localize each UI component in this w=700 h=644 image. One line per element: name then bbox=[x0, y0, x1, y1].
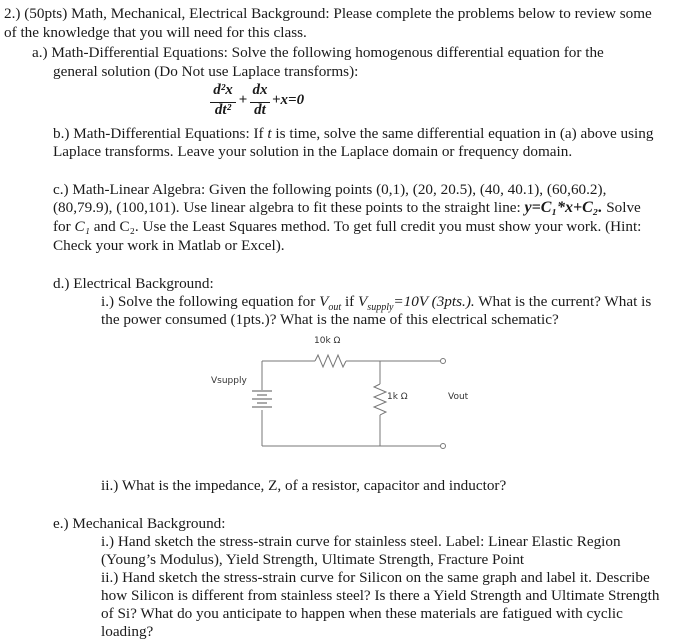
eq-denominator-dt: dt bbox=[254, 102, 266, 118]
part-b-line2: Laplace transforms. Leave your solution in the Laplace domain or frequency domain. bbox=[53, 143, 573, 160]
part-c-line3: for C₁ and C₂. Use the Least Squares method. To get full credit you must show your work. (Hint: bbox=[53, 218, 642, 235]
resistor-10k-label: 10k Ω bbox=[314, 336, 341, 346]
eq-plus: + bbox=[238, 92, 248, 108]
top-terminal-icon bbox=[441, 359, 446, 364]
part-a-line2: general solution (Do Not use Laplace transforms): bbox=[53, 63, 359, 80]
part-e-ii-line3: of Si? What do you anticipate to happen when these materials are fatigued with cyclic bbox=[101, 605, 623, 622]
vout-label: Vout bbox=[448, 392, 469, 402]
resistor-1k-label: 1k Ω bbox=[387, 392, 408, 402]
part-e-heading: e.) Mechanical Background: bbox=[53, 515, 226, 532]
problem-header-line1: 2.) (50pts) Math, Mechanical, Electrical Background: Please complete the problems below to review some bbox=[4, 5, 652, 22]
part-c-line1: c.) Math-Linear Algebra: Given the following points (0,1), (20, 20.5), (40, 40.1), (60,60.2), bbox=[53, 181, 607, 198]
eq-denominator-dt2: dt² bbox=[214, 102, 232, 118]
eq-tail: +x=0 bbox=[272, 92, 305, 108]
part-e-ii-line2: how Silicon is different from stainless steel? Is there a Yield Strength and Ultimate Strength bbox=[101, 587, 660, 604]
part-d-ii: ii.) What is the impedance, Z, of a resistor, capacitor and inductor? bbox=[101, 477, 507, 494]
part-e-i-line1: i.) Hand sketch the stress-strain curve for stainless steel. Label: Linear Elastic Region bbox=[101, 533, 621, 550]
part-e-ii-line1: ii.) Hand sketch the stress-strain curve for Silicon on the same graph and label it. Describe bbox=[101, 569, 650, 586]
part-d-i-line1: i.) Solve the following equation for $V_{out}$ if $V_{supply}=10V$ (3pts.). What is the current? What is bbox=[101, 293, 652, 314]
part-c-line4: Check your work in Matlab or Excel). bbox=[53, 237, 285, 254]
part-e-i-line2: (Young’s Modulus), Yield Strength, Ultimate Strength, Fracture Point bbox=[101, 551, 525, 568]
resistor-10k-icon bbox=[315, 355, 346, 367]
bottom-terminal-icon bbox=[441, 444, 446, 449]
problem-header-line2: of the knowledge that you will need for this class. bbox=[4, 24, 307, 41]
part-c-line2: (80,79.9), (100,101). Use linear algebra to fit these points to the straight line: y=C₁*x+C₂. Solve bbox=[53, 199, 641, 216]
part-b-line1: b.) Math-Differential Equations: If t is time, solve the same differential equation in (a) above using bbox=[53, 125, 654, 142]
vsupply-label: Vsupply bbox=[211, 376, 247, 386]
part-e-ii-line4: loading? bbox=[101, 623, 154, 640]
part-a-line1: a.) Math-Differential Equations: Solve the following homogenous differential equation for the bbox=[32, 44, 604, 61]
eq-numerator-d2x: d²x bbox=[213, 82, 233, 98]
eq-numerator-dx: dx bbox=[252, 82, 268, 98]
battery-icon bbox=[252, 391, 272, 407]
part-d-i-line2: the power consumed (1pts.)? What is the name of this electrical schematic? bbox=[101, 311, 559, 328]
resistor-1k-icon bbox=[374, 384, 386, 415]
part-d-heading: d.) Electrical Background: bbox=[53, 275, 214, 292]
